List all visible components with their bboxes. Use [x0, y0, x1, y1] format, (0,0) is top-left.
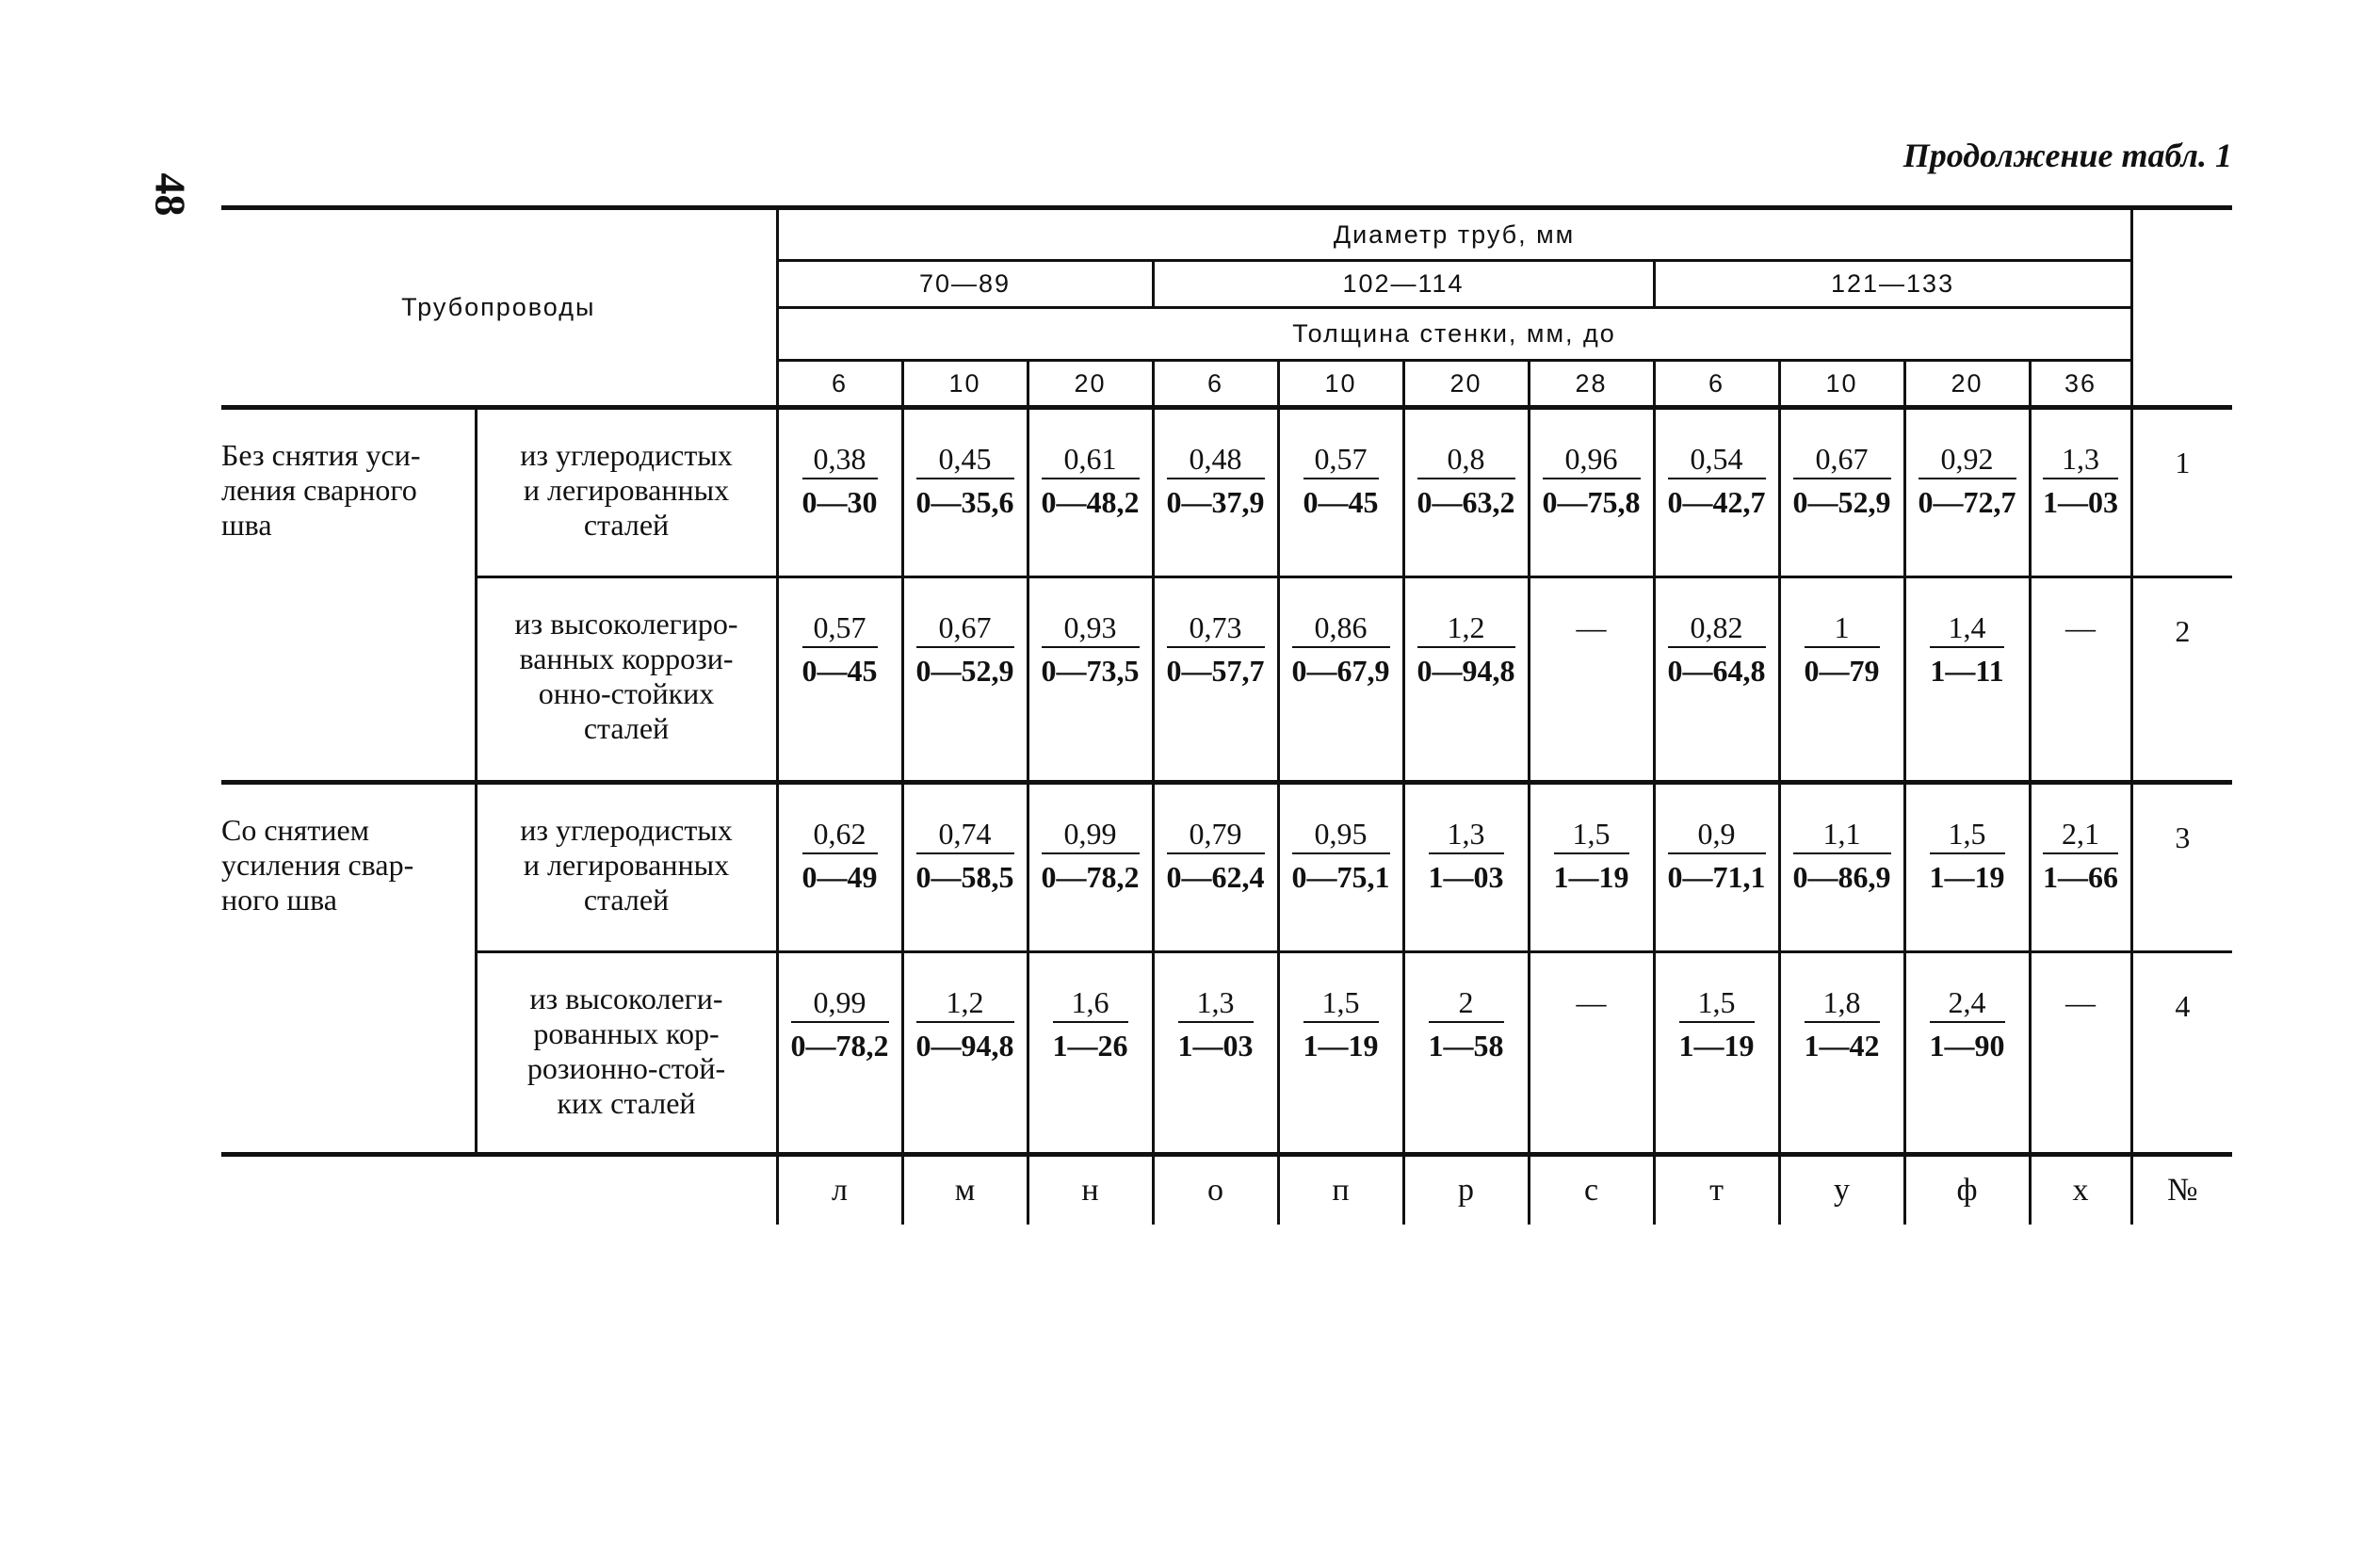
fraction-numerator: 1,2	[1417, 609, 1515, 648]
dash-mark: —	[1576, 985, 1607, 1019]
fraction-denominator: 0—62,4	[1166, 860, 1265, 894]
fraction-numerator: 0,57	[1303, 440, 1379, 479]
fraction	[1930, 983, 2005, 1064]
fraction-numerator: 2,1	[2043, 815, 2118, 854]
fraction-denominator: 0—94,8	[915, 1029, 1014, 1063]
value-cell	[1028, 408, 1153, 577]
fraction-numerator: 1,6	[1053, 983, 1128, 1023]
header-thickness-8: 10	[1779, 361, 1904, 408]
header-range-2: 102—114	[1153, 261, 1654, 308]
fraction-denominator: 1—19	[1929, 860, 2005, 894]
fraction-numerator: 1,5	[1303, 983, 1379, 1023]
fraction-numerator: 1,4	[1930, 609, 2003, 648]
fraction	[2043, 440, 2118, 521]
fraction-numerator: 1	[1805, 609, 1880, 648]
fraction-numerator: 2,4	[1930, 983, 2005, 1023]
value-cell	[902, 952, 1028, 1155]
fraction	[1167, 440, 1265, 521]
value-cell	[1153, 577, 1278, 783]
fraction-denominator: 1—03	[1428, 860, 1504, 894]
value-cell	[1153, 408, 1278, 577]
fraction-denominator: 1—03	[2043, 485, 2119, 519]
row-sub-label: из высоколеги- рованных кор- розионно-стой- ких сталей	[476, 952, 777, 1155]
value-cell	[1529, 952, 1654, 1155]
column-letter: у	[1779, 1155, 1904, 1225]
column-letter: м	[902, 1155, 1028, 1225]
column-letter: р	[1403, 1155, 1529, 1225]
fraction-denominator: 0—52,9	[1792, 485, 1891, 519]
header-thickness-3: 6	[1153, 361, 1278, 408]
fraction-denominator: 1—42	[1804, 1029, 1880, 1063]
fraction-numerator: 1,8	[1805, 983, 1880, 1023]
value-cell	[777, 952, 902, 1155]
fraction-denominator: 0—48,2	[1041, 485, 1140, 519]
fraction-numerator: 1,3	[1178, 983, 1254, 1023]
fraction-denominator: 0—78,2	[1041, 860, 1140, 894]
fraction	[1793, 440, 1891, 521]
fraction	[1429, 815, 1504, 896]
value-cell	[1028, 952, 1153, 1155]
value-cell	[777, 577, 902, 783]
fraction-denominator: 0—75,1	[1291, 860, 1390, 894]
row-number: 2	[2131, 577, 2232, 783]
fraction-denominator: 0—64,8	[1667, 654, 1766, 688]
row-group-label: Со снятием усиления свар- ного шва	[221, 783, 476, 1155]
row-group-label: Без снятия уси- ления сварного шва	[221, 408, 476, 783]
fraction	[802, 815, 878, 896]
fraction-denominator: 0—71,1	[1667, 860, 1766, 894]
fraction-denominator: 1—58	[1428, 1029, 1504, 1063]
header-thickness-2: 20	[1028, 361, 1153, 408]
value-cell	[1403, 783, 1529, 952]
fraction-denominator: 1—66	[2043, 860, 2119, 894]
value-cell	[1028, 577, 1153, 783]
fraction	[1919, 440, 2016, 521]
column-letter: о	[1153, 1155, 1278, 1225]
fraction	[791, 983, 889, 1064]
header-thickness-7: 6	[1654, 361, 1779, 408]
row-number: 3	[2131, 783, 2232, 952]
fraction	[916, 983, 1014, 1064]
column-letter: н	[1028, 1155, 1153, 1225]
header-diameter: Диаметр труб, мм	[777, 208, 2131, 261]
fraction-denominator: 0—52,9	[915, 654, 1014, 688]
fraction	[1429, 983, 1504, 1064]
fraction-numerator: 0,45	[916, 440, 1014, 479]
value-cell	[2030, 577, 2131, 783]
fraction-denominator: 1—26	[1052, 1029, 1128, 1063]
fraction-denominator: 0—45	[801, 654, 878, 688]
fraction-denominator: 1—03	[1177, 1029, 1254, 1063]
fraction	[916, 609, 1014, 690]
fraction-numerator: 1,3	[2043, 440, 2118, 479]
fraction-numerator: 0,8	[1417, 440, 1515, 479]
value-cell	[2030, 408, 2131, 577]
header-thickness-10: 36	[2030, 361, 2131, 408]
value-cell	[1153, 952, 1278, 1155]
fraction-numerator: 0,62	[802, 815, 878, 854]
column-letter: х	[2030, 1155, 2131, 1225]
value-cell	[1904, 577, 2030, 783]
dash-mark: —	[2065, 610, 2097, 644]
table-row	[221, 408, 2232, 577]
fraction-denominator: 0—57,7	[1166, 654, 1265, 688]
header-pipelines: Трубопроводы	[221, 208, 777, 408]
fraction-denominator: 0—35,6	[915, 485, 1014, 519]
value-cell	[1904, 952, 2030, 1155]
column-letters-row	[221, 1155, 2232, 1225]
value-cell	[1654, 783, 1779, 952]
fraction-numerator: 1,5	[1554, 815, 1629, 854]
fraction	[1805, 609, 1880, 690]
table-row	[221, 783, 2232, 952]
fraction-denominator: 0—78,2	[790, 1029, 889, 1063]
fraction-denominator: 1—90	[1929, 1029, 2005, 1063]
fraction-denominator: 0—75,8	[1542, 485, 1641, 519]
column-letter: №	[2131, 1155, 2232, 1225]
fraction-denominator: 0—45	[1303, 485, 1379, 519]
fraction-numerator: 0,79	[1167, 815, 1265, 854]
fraction	[1417, 440, 1515, 521]
fraction-denominator: 0—94,8	[1417, 654, 1515, 688]
fraction-denominator: 0—72,7	[1918, 485, 2016, 519]
fraction	[1042, 440, 1140, 521]
fraction-numerator: 0,86	[1292, 609, 1390, 648]
fraction	[1679, 983, 1755, 1064]
fraction	[802, 609, 878, 690]
dash-mark: —	[1576, 610, 1607, 644]
header-thickness-6: 28	[1529, 361, 1654, 408]
table-caption: Продолжение табл. 1	[1902, 137, 2232, 174]
fraction-numerator: 0,67	[1793, 440, 1891, 479]
fraction-numerator: 1,3	[1429, 815, 1504, 854]
fraction	[1292, 609, 1390, 690]
fraction	[1167, 815, 1265, 896]
value-cell	[1529, 783, 1654, 952]
table-row	[221, 577, 2232, 783]
page-number: 48	[146, 172, 195, 217]
fraction-numerator: 0,99	[791, 983, 889, 1023]
fraction	[1292, 815, 1390, 896]
column-letter: с	[1529, 1155, 1654, 1225]
column-letter: т	[1654, 1155, 1779, 1225]
fraction-denominator: 1—19	[1303, 1029, 1379, 1063]
fraction-numerator: 0,95	[1292, 815, 1390, 854]
header-row-diameter	[221, 208, 2232, 261]
fraction-numerator: 0,57	[802, 609, 878, 648]
fraction	[1805, 983, 1880, 1064]
fraction-denominator: 0—63,2	[1417, 485, 1515, 519]
fraction-denominator: 0—86,9	[1792, 860, 1891, 894]
fraction-numerator: 0,9	[1668, 815, 1766, 854]
fraction	[1930, 609, 2003, 690]
dash-mark: —	[2065, 985, 2097, 1019]
letters-blank	[221, 1155, 777, 1225]
fraction-numerator: 0,92	[1919, 440, 2016, 479]
fraction-denominator: 0—79	[1804, 654, 1880, 688]
fraction-denominator: 0—49	[801, 860, 878, 894]
fraction	[1668, 609, 1766, 690]
fraction-denominator: 1—19	[1553, 860, 1629, 894]
header-range-1: 70—89	[777, 261, 1153, 308]
value-cell	[1779, 408, 1904, 577]
header-range-3: 121—133	[1654, 261, 2131, 308]
data-table	[221, 205, 2232, 1225]
fraction-denominator: 1—19	[1678, 1029, 1755, 1063]
table-row	[221, 952, 2232, 1155]
fraction-numerator: 1,5	[1930, 815, 2005, 854]
header-thickness-5: 20	[1403, 361, 1529, 408]
fraction	[1930, 815, 2005, 896]
value-cell	[902, 577, 1028, 783]
value-cell	[1403, 408, 1529, 577]
value-cell	[1153, 783, 1278, 952]
fraction-numerator: 0,93	[1042, 609, 1140, 648]
fraction-numerator: 0,73	[1167, 609, 1265, 648]
column-letter: л	[777, 1155, 902, 1225]
fraction-numerator: 0,96	[1543, 440, 1641, 479]
value-cell	[1278, 408, 1403, 577]
row-sub-label: из углеродистых и легированных сталей	[476, 408, 777, 577]
row-number: 4	[2131, 952, 2232, 1155]
fraction-denominator: 0—58,5	[915, 860, 1014, 894]
fraction	[1178, 983, 1254, 1064]
value-cell	[1278, 783, 1403, 952]
column-letter: ф	[1904, 1155, 2030, 1225]
fraction-numerator: 0,67	[916, 609, 1014, 648]
value-cell	[1654, 577, 1779, 783]
value-cell	[1403, 577, 1529, 783]
fraction-numerator: 0,82	[1668, 609, 1766, 648]
fraction	[1303, 983, 1379, 1064]
fraction	[1793, 815, 1891, 896]
fraction-denominator: 1—11	[1930, 654, 2004, 688]
fraction	[1167, 609, 1265, 690]
row-sub-label: из углеродистых и легированных сталей	[476, 783, 777, 952]
value-cell	[1779, 577, 1904, 783]
fraction	[916, 815, 1014, 896]
value-cell	[1403, 952, 1529, 1155]
fraction	[2043, 815, 2118, 896]
header-thickness-1: 10	[902, 361, 1028, 408]
value-cell	[1779, 783, 1904, 952]
header-wall-thickness: Толщина стенки, мм, до	[777, 308, 2131, 361]
value-cell	[902, 783, 1028, 952]
value-cell	[1904, 408, 2030, 577]
value-cell	[1529, 577, 1654, 783]
row-number: 1	[2131, 408, 2232, 577]
value-cell	[1529, 408, 1654, 577]
fraction-numerator: 2	[1429, 983, 1504, 1023]
value-cell	[2030, 952, 2131, 1155]
header-thickness-0: 6	[777, 361, 902, 408]
fraction-numerator: 0,38	[802, 440, 878, 479]
fraction	[1053, 983, 1128, 1064]
fraction	[1042, 815, 1140, 896]
fraction-numerator: 0,48	[1167, 440, 1265, 479]
value-cell	[1654, 408, 1779, 577]
fraction-numerator: 1,5	[1679, 983, 1755, 1023]
value-cell	[902, 408, 1028, 577]
header-thickness-9: 20	[1904, 361, 2030, 408]
fraction-numerator: 1,1	[1793, 815, 1891, 854]
fraction-numerator: 0,54	[1668, 440, 1766, 479]
fraction	[802, 440, 878, 521]
fraction-denominator: 0—67,9	[1291, 654, 1390, 688]
value-cell	[1779, 952, 1904, 1155]
fraction	[1543, 440, 1641, 521]
value-cell	[2030, 783, 2131, 952]
fraction	[1303, 440, 1379, 521]
fraction	[916, 440, 1014, 521]
fraction	[1554, 815, 1629, 896]
fraction-numerator: 0,61	[1042, 440, 1140, 479]
value-cell	[1654, 952, 1779, 1155]
fraction-denominator: 0—30	[801, 485, 878, 519]
fraction-numerator: 0,74	[916, 815, 1014, 854]
value-cell	[1028, 783, 1153, 952]
value-cell	[1278, 577, 1403, 783]
value-cell	[1278, 952, 1403, 1155]
value-cell	[777, 783, 902, 952]
value-cell	[777, 408, 902, 577]
fraction	[1668, 440, 1766, 521]
fraction-numerator: 1,2	[916, 983, 1014, 1023]
fraction-denominator: 0—37,9	[1166, 485, 1265, 519]
fraction	[1042, 609, 1140, 690]
fraction-numerator: 0,99	[1042, 815, 1140, 854]
fraction	[1417, 609, 1515, 690]
column-letter: п	[1278, 1155, 1403, 1225]
header-thickness-4: 10	[1278, 361, 1403, 408]
fraction-denominator: 0—42,7	[1667, 485, 1766, 519]
header-rownum-blank	[2131, 208, 2232, 408]
value-cell	[1904, 783, 2030, 952]
fraction-denominator: 0—73,5	[1041, 654, 1140, 688]
row-sub-label: из высоколегиро- ванных коррози- онно-стойких сталей	[476, 577, 777, 783]
fraction	[1668, 815, 1766, 896]
